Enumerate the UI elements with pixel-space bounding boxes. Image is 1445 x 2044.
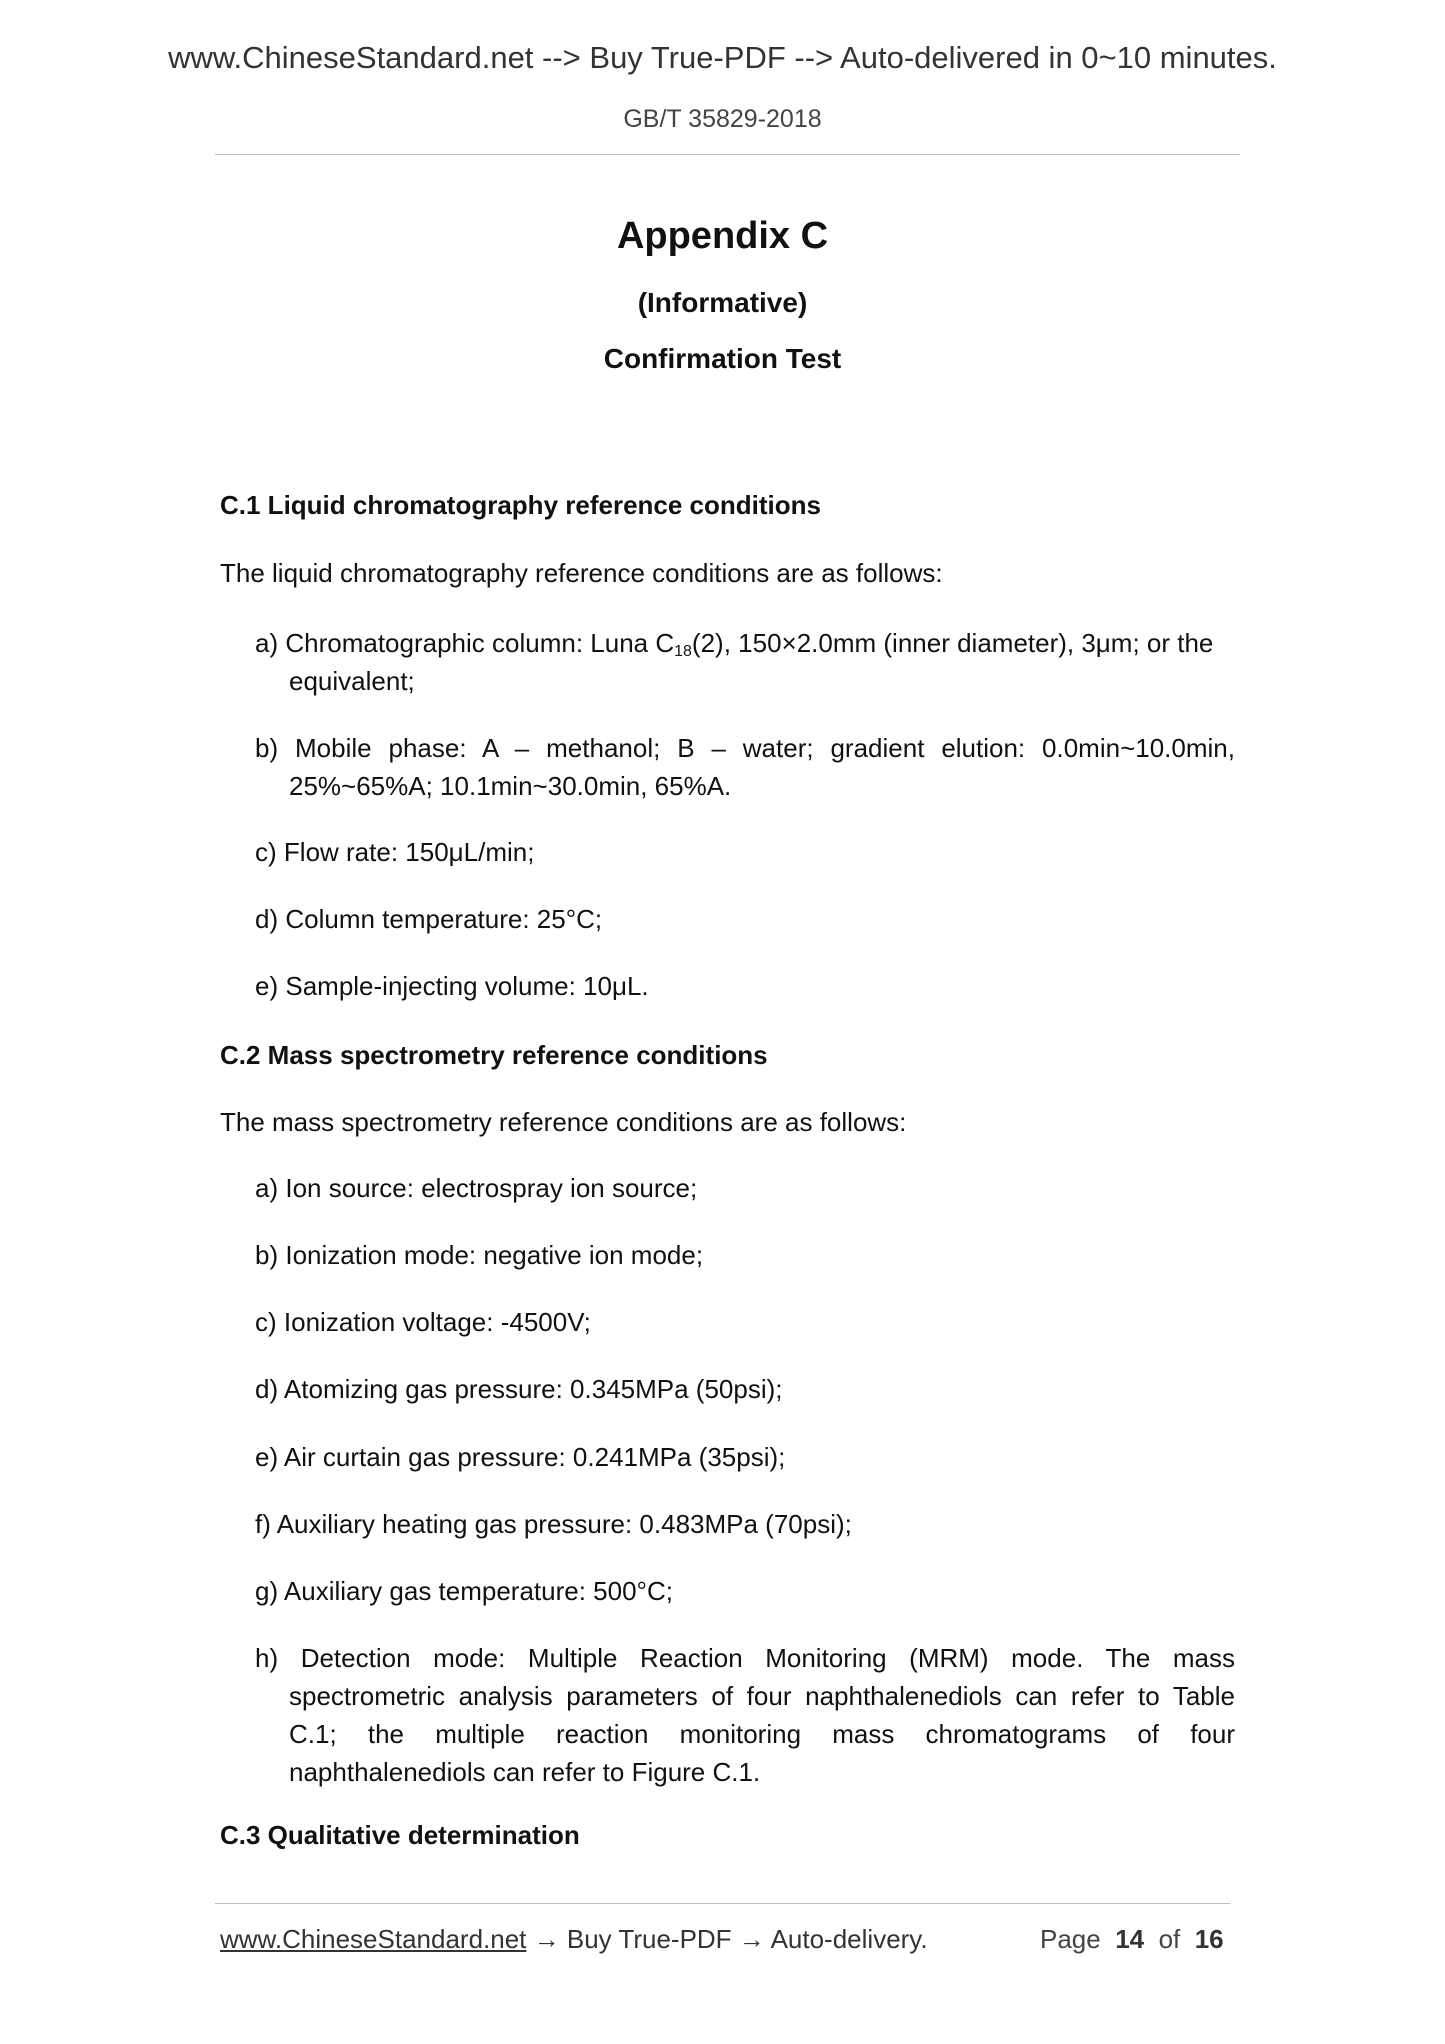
item-text: Auxiliary gas temperature: 500°C; [283,1576,673,1606]
header-banner: www.ChineseStandard.net --> Buy True-PDF --> Auto-delivered in 0~10 minutes. [168,40,1277,75]
item-label: e) [255,1442,279,1472]
list-item [255,1169,1235,1207]
item-line [255,1639,1235,1677]
item-label: a) [255,1173,279,1203]
item-text: Atomizing gas pressure: 0.345MPa (50psi); [283,1374,783,1404]
page-indicator [1040,1924,1224,1955]
item-text: Ionization voltage: -4500V; [283,1307,591,1337]
appendix-title: Appendix C [616,215,829,257]
item-continuation: naphthalenediols can refer to Figure C.1. [289,1757,761,1787]
item-label: b) [255,733,279,763]
item-label: c) [255,1307,277,1337]
list-item [255,833,1235,871]
item-text: Chromatographic column: Luna C [285,628,675,658]
item-text: Mobile phase: A – methanol; B – water; gradient elution: 0.0min~10.0min, [295,733,1235,763]
footer-text [220,1924,928,1955]
item-continuation: equivalent; [289,666,415,696]
page-total: 16 [1194,1924,1224,1954]
item-line [255,729,1235,767]
footer-link[interactable]: www.ChineseStandard.net [220,1924,527,1954]
item-label: d) [255,1374,279,1404]
appendix-type: (Informative) [637,287,808,318]
list-item [255,1370,1235,1408]
list-item [255,1438,1235,1476]
item-text: Column temperature: 25°C; [285,904,603,934]
list-item [255,729,1235,805]
list-item [255,1639,1235,1791]
section-intro-c1: The liquid chromatography reference conditions are as follows: [220,558,943,588]
page-word: Page [1040,1924,1101,1954]
item-label: e) [255,971,279,1001]
standard-number: GB/T 35829-2018 [623,105,822,133]
item-continuation: spectrometric analysis parameters of four naphthalenediols can refer to Table [289,1681,1235,1711]
list-item [255,624,1235,700]
page-current: 14 [1115,1924,1145,1954]
subscript: 18 [674,643,692,660]
item-text: Air curtain gas pressure: 0.241MPa (35psi); [283,1442,786,1472]
appendix-subtitle: Confirmation Test [603,343,842,374]
item-text: Flow rate: 150μL/min; [283,837,535,867]
section-heading-c1: C.1 Liquid chromatography reference conditions [220,490,821,520]
item-continuation: C.1; the multiple reaction monitoring mass chromatograms of four [289,1719,1235,1749]
item-label: g) [255,1576,279,1606]
item-continuation: 25%~65%A; 10.1min~30.0min, 65%A. [289,771,732,801]
item-text: Auxiliary heating gas pressure: 0.483MPa (70psi); [276,1509,852,1539]
footer-divider [215,1903,1230,1904]
item-label: c) [255,837,277,867]
list-item [255,900,1235,938]
list-item [255,1505,1235,1543]
section-heading-c2: C.2 Mass spectrometry reference conditions [220,1040,768,1070]
item-text: Sample-injecting volume: 10μL. [285,971,649,1001]
item-text: Ionization mode: negative ion mode; [285,1240,704,1270]
list-item [255,1572,1235,1610]
section-intro-c2: The mass spectrometry reference conditions are as follows: [220,1107,907,1137]
section-heading-c3: C.3 Qualitative determination [220,1820,580,1850]
item-text: (2), 150×2.0mm (inner diameter), 3μm; or the [691,628,1214,658]
item-label: a) [255,628,279,658]
item-label: h) [255,1643,279,1673]
item-label: f) [255,1509,271,1539]
list-item [255,1303,1235,1341]
list-item [255,967,1235,1005]
item-label: b) [255,1240,279,1270]
item-text: Ion source: electrospray ion source; [285,1173,698,1203]
of-word: of [1158,1924,1181,1954]
item-text: Detection mode: Multiple Reaction Monitoring (MRM) mode. The mass [300,1643,1235,1673]
header-divider [215,154,1240,155]
list-item [255,1236,1235,1274]
footer-trail: → Buy True-PDF → Auto-delivery. [526,1924,928,1954]
item-label: d) [255,904,279,934]
